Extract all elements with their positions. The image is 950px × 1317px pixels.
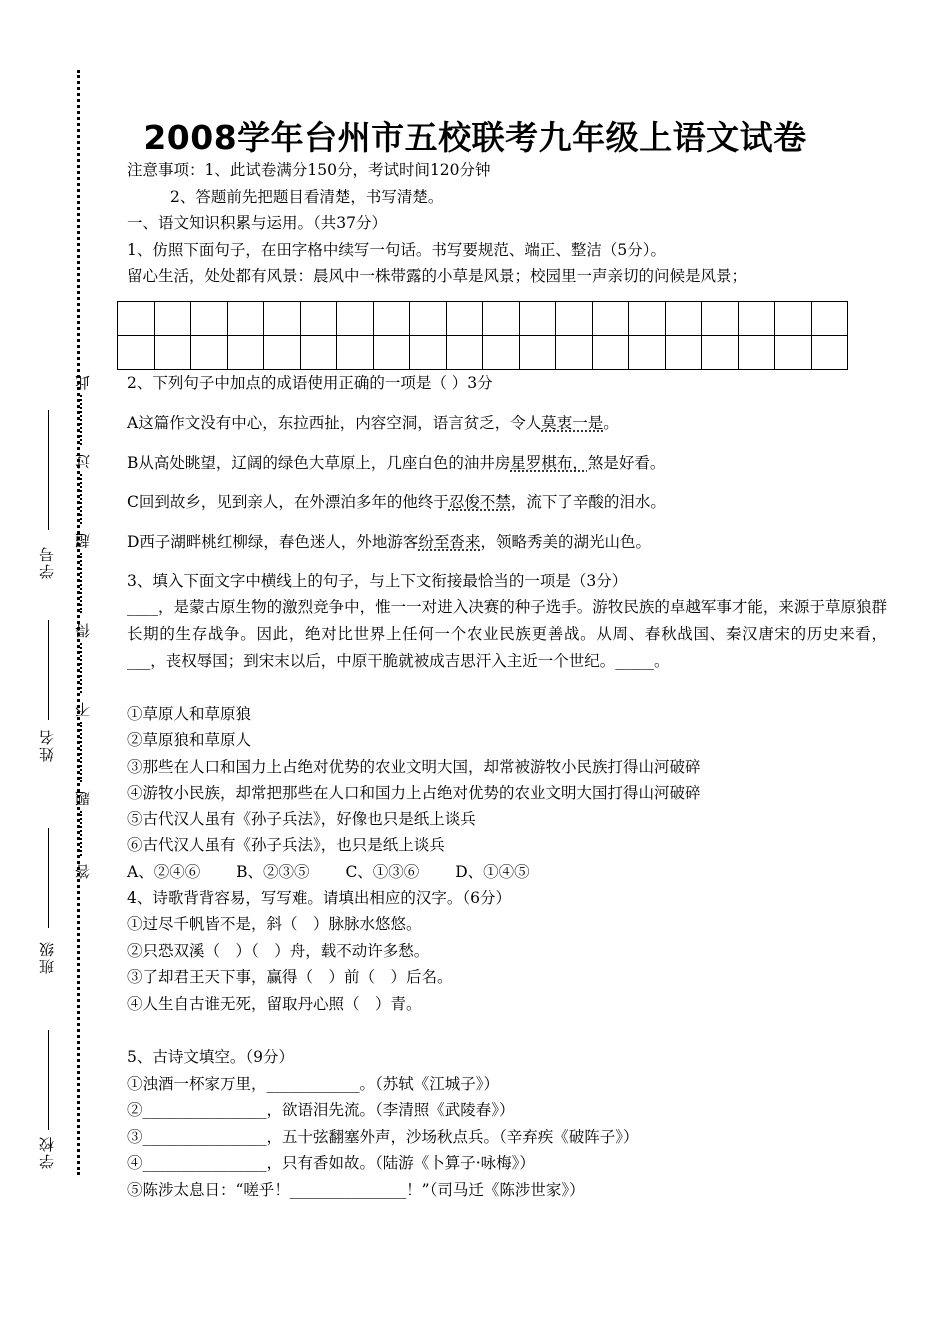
margin-dots [80,722,82,782]
q4-line-1: ①过尽千帆皆不是，斜（ ）脉脉水悠悠。 [127,915,422,933]
q3-passage: ____，是蒙古原生物的激烈竞争中，惟一一对进入决赛的种子选手。游牧民族的卓越军事才能，来源于草原狼群长期的生存战争。因此，绝对比世界上任何一个农业民族更善战。从周、春秋战国、秦汉唐宋的历史来看，___，丧权辱国；到宋末以后，中原干脆就被成吉思汗入主近一个世纪。_____。 [127,598,887,670]
q4-line-4: ④人生自古谁无死，留取丹心照（ ）青。 [127,995,422,1013]
q4-line-2: ②只恐双溪（ ）（ ）舟，载不动许多愁。 [127,942,430,960]
margin-name-label: 姓名 [38,728,56,762]
q3-option-6: ⑥古代汉人虽有《孙子兵法》，也只是纸上谈兵 [127,836,445,854]
q3-stem: 3、填入下面文字中横线上的句子，与上下文衔接最恰当的一项是（3分） [127,572,628,590]
margin-char-4: 得 [74,621,92,638]
q3-choices: A、②④⑥ B、②③⑤ C、①③⑥ D、①④⑤ [127,863,530,881]
writing-grid[interactable] [117,301,848,370]
q3-option-2: ②草原狼和草原人 [127,731,252,749]
q5-line-3: ③________________，五十弦翻塞外声，沙场秋点兵。（辛弃疾《破阵子》） [127,1128,639,1146]
q1-stem: 1、仿照下面句子，在田字格中续写一句话。书写要规范、端正、整洁（5分）。 [127,241,666,259]
q3-option-5: ⑤古代汉人虽有《孙子兵法》，好像也只是纸上谈兵 [127,810,476,828]
margin-char-3: 超 [74,531,92,548]
q5-line-5: ⑤陈涉太息日：“嗟乎！_______________！”（司马迁《陈涉世家》） [127,1181,585,1199]
q2-stem: 2、下列句子中加点的成语使用正确的一项是（ ）3分 [127,374,493,392]
margin-dots [80,553,82,613]
q5-line-2: ②________________，欲语泪先流。（李清照《武陵春》） [127,1101,515,1119]
margin-dots [80,474,82,524]
q5-line-1: ①浊酒一杯家万里，____________。（苏轼《江城子》） [127,1075,500,1093]
margin-school-blank [48,1030,49,1130]
margin-char-2: 过 [74,452,92,469]
q2-option-c: C回到故乡，见到亲人，在外漂泊多年的他终于忍俊不禁，流下了辛酸的泪水。 [127,493,666,511]
margin-char-7: 答 [74,862,92,879]
notes-line-2: 2、答题前先把题目看清楚，书写清楚。 [170,188,444,206]
margin-class-blank [48,828,49,928]
q4-stem: 4、诗歌背背容易，写写难。请填出相应的汉字。（6分） [127,889,511,907]
margin-dots [80,395,82,445]
q5-line-4: ④________________，只有香如故。（陆游《卜算子·咏梅》） [127,1154,535,1172]
q5-stem: 5、古诗文填空。（9分） [127,1048,294,1066]
margin-class-label: 班级 [38,940,56,974]
margin-school-label: 学校 [38,1135,56,1169]
margin-char-6: 题 [74,789,92,806]
margin-char-1: 此 [74,373,92,390]
margin-number-label: 学号 [38,545,56,579]
margin-dots [80,643,82,693]
q3-option-1: ①草原人和草原狼 [127,705,252,723]
q2-option-a: A这篇作文没有中心，东拉西扯，内容空洞，语言贫乏，令人莫衷一是。 [127,414,619,432]
q3-option-4: ④游牧小民族，却常把那些在人口和国力上占绝对优势的农业文明大国打得山河破碎 [127,784,701,802]
margin-name-blank [48,620,49,720]
margin-number-blank [48,410,49,530]
section-1-heading: 一、语文知识积累与运用。（共37分） [127,214,387,232]
q3-option-3: ③那些在人口和国力上占绝对优势的农业文明大国，却常被游牧小民族打得山河破碎 [127,758,701,776]
margin-dots [80,811,82,856]
notes-line-1: 注意事项：1、此试卷满分150分，考试时间120分钟 [127,161,491,179]
page-title: 2008学年台州市五校联考九年级上语文试卷 [143,118,807,157]
q4-line-3: ③了却君王天下事，赢得（ ）前（ ）后名。 [127,968,453,986]
q2-option-d: D西子湖畔桃红柳绿，春色迷人，外地游客纷至沓来，领略秀美的湖光山色。 [127,533,651,551]
margin-char-5: 不 [74,700,92,717]
q1-example: 留心生活，处处都有风景：晨风中一株带露的小草是风景；校园里一声亲切的问候是风景； [127,267,748,285]
q2-option-b: B从高处眺望，辽阔的绿色大草原上，几座白色的油井房星罗棋布，煞是好看。 [127,454,666,472]
